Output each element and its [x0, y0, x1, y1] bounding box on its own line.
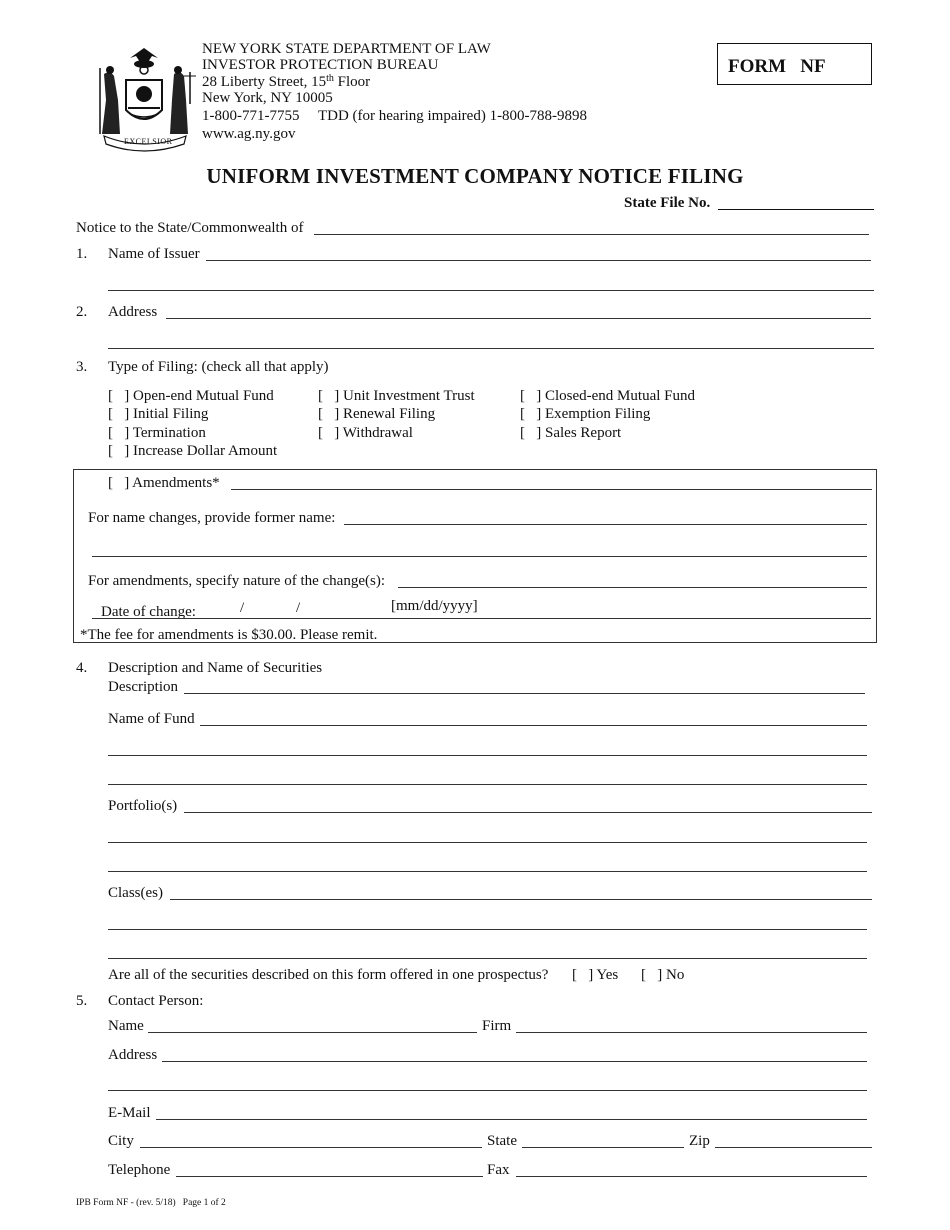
checkbox-closed-end-mutual-fund[interactable]: [ ] Closed-end Mutual Fund	[520, 388, 695, 404]
notice-label: Notice to the State/Commonwealth of	[76, 220, 304, 236]
contact-city-field[interactable]	[140, 1147, 482, 1148]
item-number-2: 2.	[76, 304, 88, 320]
item-number-1: 1.	[76, 246, 88, 262]
former-name-label: For name changes, provide former name:	[88, 510, 336, 526]
contact-address-field[interactable]	[162, 1061, 867, 1062]
description-field[interactable]	[184, 693, 865, 694]
form-footer: IPB Form NF - (rev. 5/18) Page 1 of 2	[76, 1198, 226, 1208]
fund-name-field-3[interactable]	[108, 784, 867, 785]
issuer-field-2[interactable]	[108, 290, 874, 291]
checkbox-renewal-filing[interactable]: [ ] Renewal Filing	[318, 406, 436, 422]
checkbox-prospectus-yes[interactable]: [ ] Yes	[572, 967, 619, 983]
filing-type-label: Type of Filing: (check all that apply)	[108, 359, 329, 375]
checkbox-sales-report[interactable]: [ ] Sales Report	[520, 425, 622, 441]
date-of-change-field[interactable]	[92, 618, 871, 619]
contact-firm-field[interactable]	[516, 1032, 867, 1033]
change-nature-label: For amendments, specify nature of the change(s):	[88, 573, 385, 589]
fund-name-field-2[interactable]	[108, 755, 867, 756]
state-file-field[interactable]	[718, 209, 874, 210]
class-field[interactable]	[170, 899, 872, 900]
item-number-5: 5.	[76, 993, 88, 1009]
contact-fax-label: Fax	[487, 1162, 510, 1178]
amendments-field[interactable]	[231, 489, 872, 490]
contact-city-label: City	[108, 1133, 134, 1149]
item-number-4: 4.	[76, 660, 88, 676]
contact-email-field[interactable]	[156, 1119, 867, 1120]
form-id-box	[717, 43, 872, 85]
contact-state-label: State	[487, 1133, 517, 1149]
agency-name: NEW YORK STATE DEPARTMENT OF LAW	[202, 41, 491, 57]
contact-name-field[interactable]	[148, 1032, 477, 1033]
portfolio-field-3[interactable]	[108, 871, 867, 872]
checkbox-unit-investment-trust[interactable]: [ ] Unit Investment Trust	[318, 388, 475, 404]
issuer-label: Name of Issuer	[108, 246, 200, 262]
address-field[interactable]	[166, 318, 871, 319]
former-name-field-2[interactable]	[92, 556, 867, 557]
contact-firm-label: Firm	[482, 1018, 512, 1034]
seal-icon	[90, 44, 198, 152]
date-slash-2: /	[296, 600, 301, 616]
class-field-3[interactable]	[108, 958, 867, 959]
checkbox-withdrawal[interactable]: [ ] Withdrawal	[318, 425, 413, 441]
contact-address-label: Address	[108, 1047, 158, 1063]
securities-heading: Description and Name of Securities	[108, 660, 323, 676]
amendment-fee-note: *The fee for amendments is $30.00. Please remit.	[80, 627, 378, 643]
checkbox-increase-dollar-amount[interactable]: [ ] Increase Dollar Amount	[108, 443, 278, 459]
class-field-2[interactable]	[108, 929, 867, 930]
prospectus-question: Are all of the securities described on this form offered in one prospectus?	[108, 967, 549, 983]
contact-zip-field[interactable]	[715, 1147, 872, 1148]
date-of-change-label: Date of change:	[101, 604, 196, 620]
form-id: FORM NF	[728, 56, 826, 77]
contact-state-field[interactable]	[522, 1147, 684, 1148]
portfolio-field-2[interactable]	[108, 842, 867, 843]
item-number-3: 3.	[76, 359, 88, 375]
checkbox-exemption-filing[interactable]: [ ] Exemption Filing	[520, 406, 651, 422]
contact-telephone-label: Telephone	[108, 1162, 171, 1178]
street-address: 28 Liberty Street, 15th Floor	[202, 73, 371, 90]
website: www.ag.ny.gov	[202, 126, 296, 142]
phone-numbers: 1-800-771-7755 TDD (for hearing impaired) 1-800-788-9898	[202, 108, 588, 124]
portfolio-label: Portfolio(s)	[108, 798, 178, 814]
checkbox-termination[interactable]: [ ] Termination	[108, 425, 206, 441]
checkbox-open-end-mutual-fund[interactable]: [ ] Open-end Mutual Fund	[108, 388, 274, 404]
checkbox-initial-filing[interactable]: [ ] Initial Filing	[108, 406, 209, 422]
former-name-field[interactable]	[344, 524, 867, 525]
bureau-name: INVESTOR PROTECTION BUREAU	[202, 57, 439, 73]
seal-motto: EXCELSIOR	[124, 137, 173, 146]
state-file-label: State File No.	[624, 195, 711, 211]
contact-fax-field[interactable]	[516, 1176, 867, 1177]
date-format-hint: [mm/dd/yyyy]	[391, 598, 478, 614]
page-title: UNIFORM INVESTMENT COMPANY NOTICE FILING	[206, 164, 744, 188]
class-label: Class(es)	[108, 885, 163, 901]
city-address: New York, NY 10005	[202, 90, 333, 106]
change-nature-field[interactable]	[398, 587, 867, 588]
contact-heading: Contact Person:	[108, 993, 204, 1009]
issuer-field[interactable]	[206, 260, 871, 261]
state-seal	[90, 44, 198, 152]
description-label: Description	[108, 679, 178, 695]
contact-name-label: Name	[108, 1018, 144, 1034]
checkbox-amendments[interactable]: [ ] Amendments*	[108, 475, 220, 491]
notice-state-field[interactable]	[314, 234, 869, 235]
portfolio-field[interactable]	[184, 812, 872, 813]
contact-address-field-2[interactable]	[108, 1090, 867, 1091]
contact-telephone-field[interactable]	[176, 1176, 483, 1177]
contact-zip-label: Zip	[689, 1133, 710, 1149]
contact-email-label: E-Mail	[108, 1105, 151, 1121]
fund-name-label: Name of Fund	[108, 711, 195, 727]
address-field-2[interactable]	[108, 348, 874, 349]
date-slash-1: /	[240, 600, 245, 616]
checkbox-prospectus-no[interactable]: [ ] No	[641, 967, 685, 983]
fund-name-field[interactable]	[200, 725, 867, 726]
address-label: Address	[108, 304, 158, 320]
